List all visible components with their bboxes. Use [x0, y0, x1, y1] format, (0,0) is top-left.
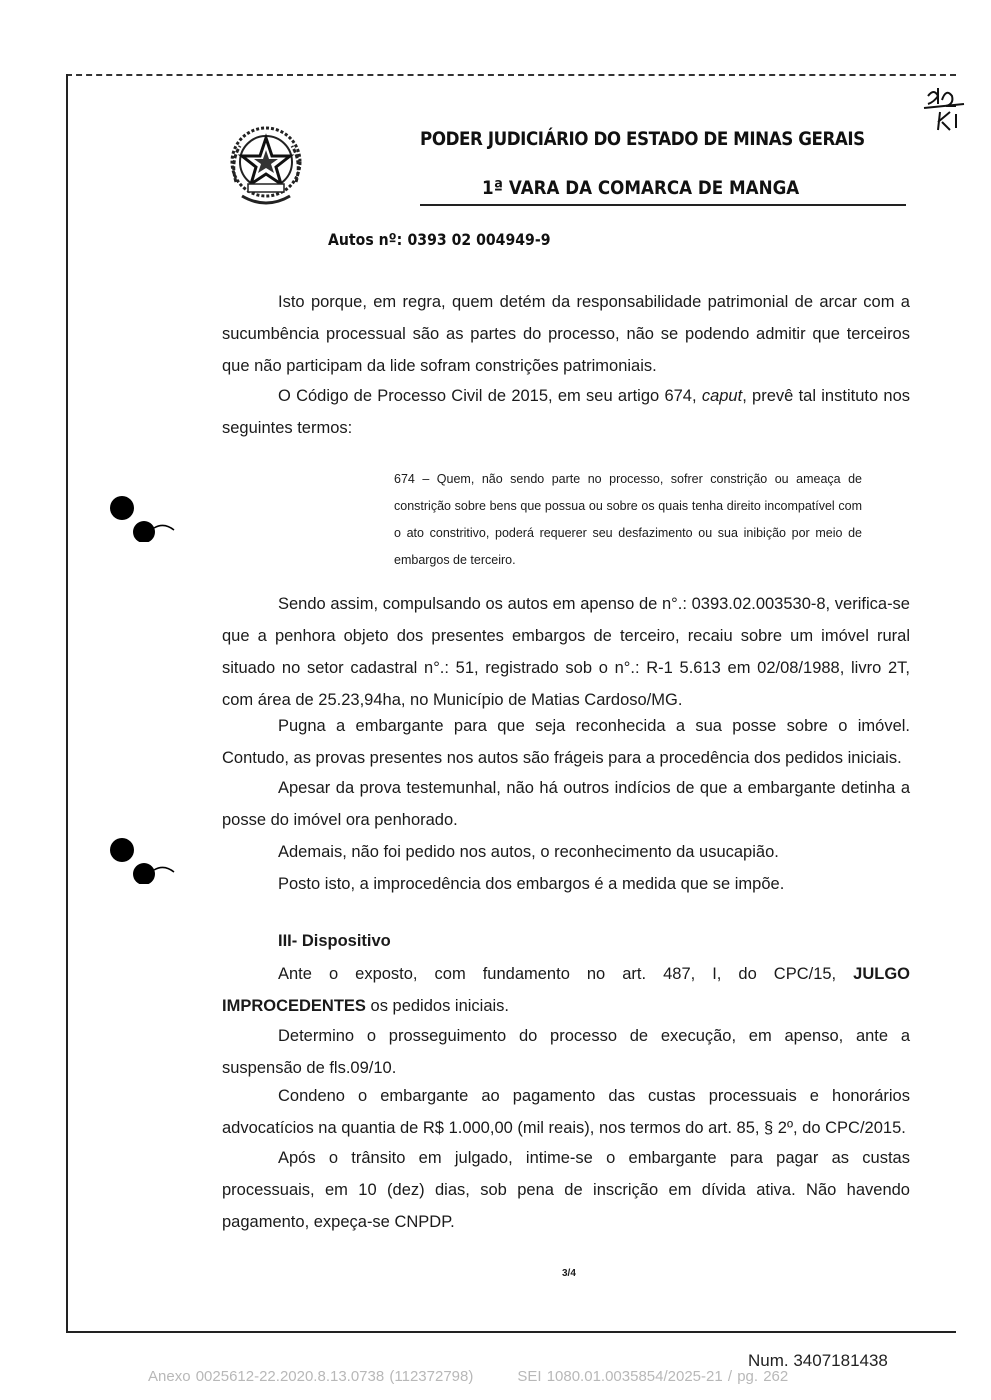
page-number: 3/4 — [562, 1268, 576, 1279]
paragraph-6: Ademais, não foi pedido nos autos, o reconhecimento da usucapião. — [278, 843, 779, 861]
paragraph-3: Sendo assim, compulsando os autos em apenso de n°.: 0393.02.003530-8, verifica-se que a penhora objeto dos presentes embargos de terceiro, recaiu sobre um imóvel rural situado no setor cadastral n°.: 51, registrado sob o n°.: R-1 5.613 em 02/08/1988, livro 2T, com área de 25.23,94ha, no Município de Matias Cardoso/MG. — [222, 595, 910, 709]
paragraph-2-italic: caput — [701, 387, 743, 405]
paragraph-2 — [222, 380, 910, 444]
paragraph-8 — [222, 958, 910, 1022]
handwritten-mark-icon — [920, 82, 966, 134]
division-title: 1ª VARA DA COMARCA DE MANGA — [482, 177, 800, 199]
paragraph-8-end: os pedidos iniciais. — [365, 997, 510, 1015]
header-rule — [420, 204, 906, 206]
paragraph-2-start: O Código de Processo Civil de 2015, em seu artigo 674, — [278, 387, 702, 405]
page-frame-bottom-border — [66, 1331, 956, 1333]
paragraph-10: Condeno o embargante ao pagamento das custas processuais e honorários advocatícios na quantia de R$ 1.000,00 (mil reais), nos termos do art. 85, § 2º, do CPC/2015. — [222, 1087, 910, 1137]
case-number-label: Autos nº: — [328, 230, 403, 249]
section-title: III- Dispositivo — [278, 932, 391, 950]
page-frame-left-border — [66, 74, 68, 1332]
page-frame-top-border — [66, 74, 956, 76]
document-number-stamp: Num. 3407181438 — [748, 1351, 888, 1370]
paragraph-4: Pugna a embargante para que seja reconhecida a sua posse sobre o imóvel. Contudo, as provas presentes nos autos são frágeis para a procedência dos pedidos iniciais. — [222, 717, 910, 767]
court-title: PODER JUDICIÁRIO DO ESTADO DE MINAS GERAIS — [420, 128, 865, 150]
paragraph-2-end: , prevê tal instituto nos seguintes termos: — [222, 387, 910, 437]
legal-quote-block: 674 – Quem, não sendo parte no processo, sofrer constrição ou ameaça de constrição sobre bens que possua ou sobre os quais tenha direito incompatível com o ato constritivo, poderá requerer seu desfazimento ou sua inibição por meio de embargos de terceiro. — [394, 472, 862, 567]
punch-hole-icon — [108, 494, 178, 542]
paragraph-8-start: Ante o exposto, com fundamento no art. 487, I, do CPC/15, — [278, 965, 854, 983]
sei-reference: SEI 1080.01.0035854/2025-21 / pg. 262 — [517, 1368, 789, 1385]
paragraph-11: Após o trânsito em julgado, intime-se o embargante para pagar as custas processuais, em 10 (dez) dias, sob pena de inscrição em dívida ativa. Não havendo pagamento, expeça-se CNPDP. — [222, 1149, 910, 1231]
paragraph-7: Posto isto, a improcedência dos embargos é a medida que se impõe. — [278, 875, 785, 893]
paragraph-1: Isto porque, em regra, quem detém da responsabilidade patrimonial de arcar com a sucumbência processual são as partes do processo, não se podendo admitir que terceiros que não participam da lide sofram constrições patrimoniais. — [222, 293, 910, 375]
case-number-line — [328, 230, 551, 249]
case-number: 0393 02 004949-9 — [407, 230, 551, 249]
coat-of-arms-icon — [222, 124, 310, 212]
paragraph-9: Determino o prosseguimento do processo de execução, em apenso, ante a suspensão de fls.09/10. — [222, 1027, 910, 1077]
paragraph-8-bold: JULGO IMPROCEDENTES — [222, 965, 910, 1015]
punch-hole-icon — [108, 836, 178, 884]
annex-reference: Anexo 0025612-22.2020.8.13.0738 (112372798) — [148, 1368, 474, 1385]
paragraph-5: Apesar da prova testemunhal, não há outros indícios de que a embargante detinha a posse do imóvel ora penhorado. — [222, 779, 910, 829]
annex-footer — [148, 1368, 788, 1385]
